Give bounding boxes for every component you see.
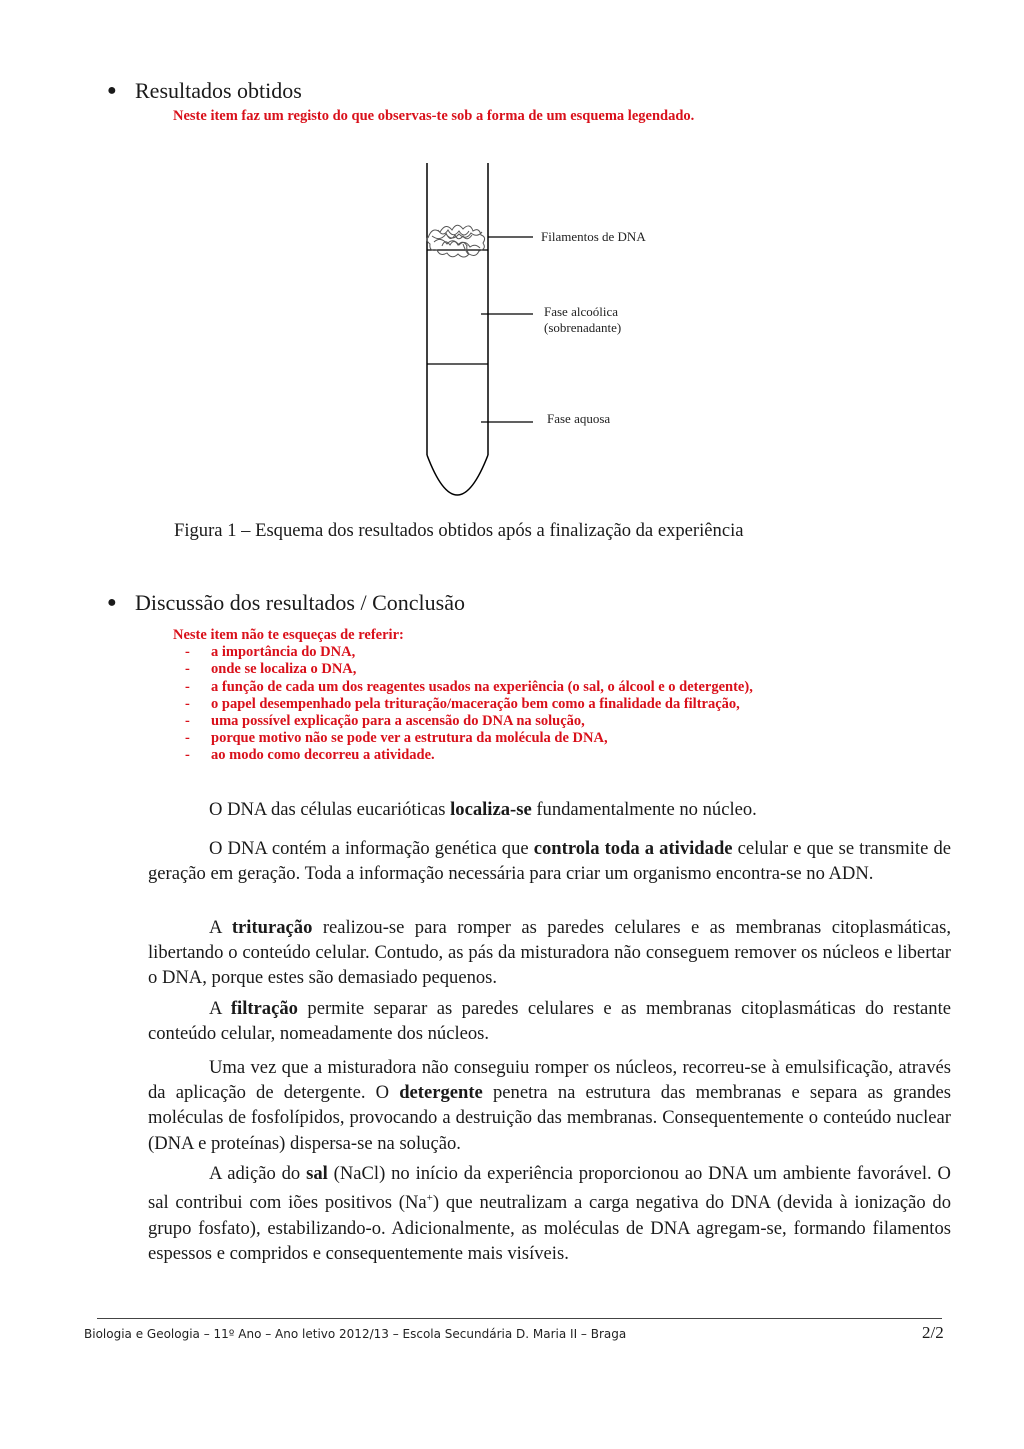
list-item: - porque motivo não se pode ver a estrutura da molécula de DNA, (185, 730, 608, 747)
paragraph-dna-location: O DNA das células eucarióticas localiza-se fundamentalmente no núcleo. (209, 799, 757, 820)
instruction-title: Neste item não te esqueças de referir: (173, 627, 404, 643)
list-item: - onde se localiza o DNA, (185, 661, 357, 678)
label-alcohol-phase-sub: (sobrenadante) (544, 320, 622, 335)
results-instruction: Neste item faz um registo do que observas-te sob a forma de um esquema legendado. (173, 108, 695, 124)
test-tube-diagram (0, 0, 1024, 560)
label-dna-filaments: Filamentos de DNA (541, 229, 646, 244)
label-aqueous-phase: Fase aquosa (547, 411, 611, 426)
list-item: - a importância do DNA, (185, 644, 356, 661)
bullet-icon: ● (107, 82, 117, 99)
paragraph-detergent: Uma vez que a misturadora não conseguiu romper os núcleos, recorreu-se à emulsificação, através da aplicação de detergente. O detergente penetra na estrutura das membranas e separa as grandes moléculas de fosfolípidos, provocando a destruição das membranas. Consequentemente o conteúdo nuclear (DNA e proteínas) dispersa-se na solução. (148, 1057, 951, 1154)
paragraph-filtration: A filtração permite separar as paredes celulares e as membranas citoplasmáticas do restante conteúdo celular, nomeadamente dos núcleos. (148, 998, 951, 1045)
dna-filaments-shape (427, 225, 485, 257)
bullet-icon: ● (107, 594, 117, 611)
label-alcohol-phase: Fase alcoólica (544, 304, 618, 319)
section-discussion-title: Discussão dos resultados / Conclusão (135, 590, 465, 615)
footer-text: Biologia e Geologia – 11º Ano – Ano letivo 2012/13 – Escola Secundária D. Maria II – Braga (84, 1327, 627, 1341)
list-item: - a função de cada um dos reagentes usados na experiência (o sal, o álcool e o detergente), (185, 678, 753, 695)
section-results-title: Resultados obtidos (135, 78, 302, 103)
paragraph-genetic-information: O DNA contém a informação genética que controla toda a atividade celular e que se transmite de geração em geração. Toda a informação necessária para criar um organismo encontra-se no ADN. (148, 838, 951, 885)
paragraph-trituration: A trituração realizou-se para romper as paredes celulares e as membranas citoplasmáticas, libertando o conteúdo celular. Contudo, as pás da misturadora não conseguem remover os núcleos e libertar o DNA, porque estes são demasiado pequenos. (148, 917, 951, 989)
list-item: - uma possível explicação para a ascensão do DNA na solução, (185, 712, 585, 729)
discussion-instructions (173, 627, 753, 765)
list-item: - ao modo como decorreu a atividade. (185, 747, 435, 764)
section-discussion-heading (107, 590, 465, 616)
figure-caption: Figura 1 – Esquema dos resultados obtidos após a finalização da experiência (174, 520, 744, 541)
tube-bottom (427, 455, 488, 495)
instruction-list (185, 644, 753, 764)
page-number: 2/2 (922, 1323, 944, 1342)
footer-divider (97, 1318, 942, 1319)
list-item: - o papel desempenhado pela trituração/maceração bem como a finalidade da filtração, (185, 695, 740, 712)
paragraph-salt: A adição do sal (NaCl) no início da experiência proporcionou ao DNA um ambiente favorável. O sal contribui com iões positivos (Na+) que neutralizam a carga negativa do DNA (devida à ionização do grupo fosfato), estabilizando-o. Adicionalmente, as moléculas de DNA agregam-se, formando filamentos espessos e compridos e consequentemente mais visíveis. (148, 1163, 951, 1264)
